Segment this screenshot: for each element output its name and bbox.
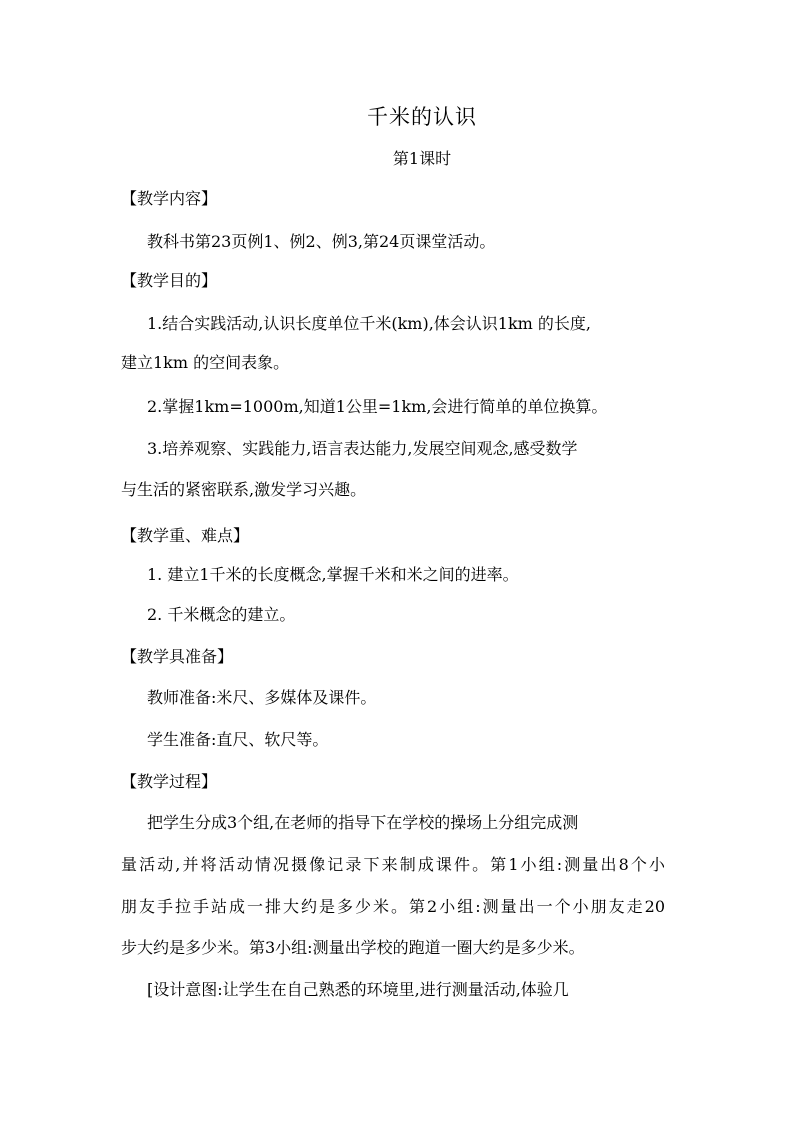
- lesson-period: 第1课时: [392, 149, 452, 168]
- section-heading-process: 【教学过程】: [121, 772, 218, 791]
- section-heading-materials: 【教学具准备】: [121, 647, 234, 666]
- goal-2: 2.掌握1km=1000m,知道1公里=1km,会进行简单的单位换算。: [147, 397, 608, 416]
- teacher-materials: 教师准备:米尺、多媒体及课件。: [147, 688, 377, 707]
- section-heading-key-points: 【教学重、难点】: [121, 526, 250, 545]
- section-heading-goals: 【教学目的】: [121, 271, 218, 290]
- section-heading-content: 【教学内容】: [121, 189, 218, 208]
- page-title: 千米的认识: [367, 105, 477, 129]
- goal-3-line-2: 与生活的紧密联系,激发学习兴趣。: [121, 480, 367, 499]
- process-para-2-line-1: [设计意图:让学生在自己熟悉的环境里,进行测量活动,体验几: [147, 980, 569, 999]
- content-text: 教科书第23页例1、例2、例3,第24页课堂活动。: [147, 232, 496, 251]
- process-para-1-line-1: 把学生分成3个组,在老师的指导下在学校的操场上分组完成测: [147, 813, 579, 832]
- key-point-1: 1. 建立1千米的长度概念,掌握千米和米之间的进率。: [147, 565, 519, 584]
- key-point-2: 2. 千米概念的建立。: [147, 605, 296, 624]
- student-materials: 学生准备:直尺、软尺等。: [147, 730, 329, 749]
- process-para-1-line-3: 朋友手拉手站成一排大约是多少米。第2小组:测量出一个小朋友走20: [121, 897, 665, 916]
- goal-3-line-1: 3.培养观察、实践能力,语言表达能力,发展空间观念,感受数学: [147, 439, 578, 458]
- process-para-1-line-4: 步大约是多少米。第3小组:测量出学校的跑道一圈大约是多少米。: [121, 938, 585, 957]
- goal-1-line-2: 建立1km 的空间表象。: [121, 353, 290, 372]
- process-para-1-line-2: 量活动,并将活动情况摄像记录下来制成课件。第1小组:测量出8个小: [121, 855, 665, 874]
- goal-1-line-1: 1.结合实践活动,认识长度单位千米(km),体会认识1km 的长度,: [147, 314, 592, 333]
